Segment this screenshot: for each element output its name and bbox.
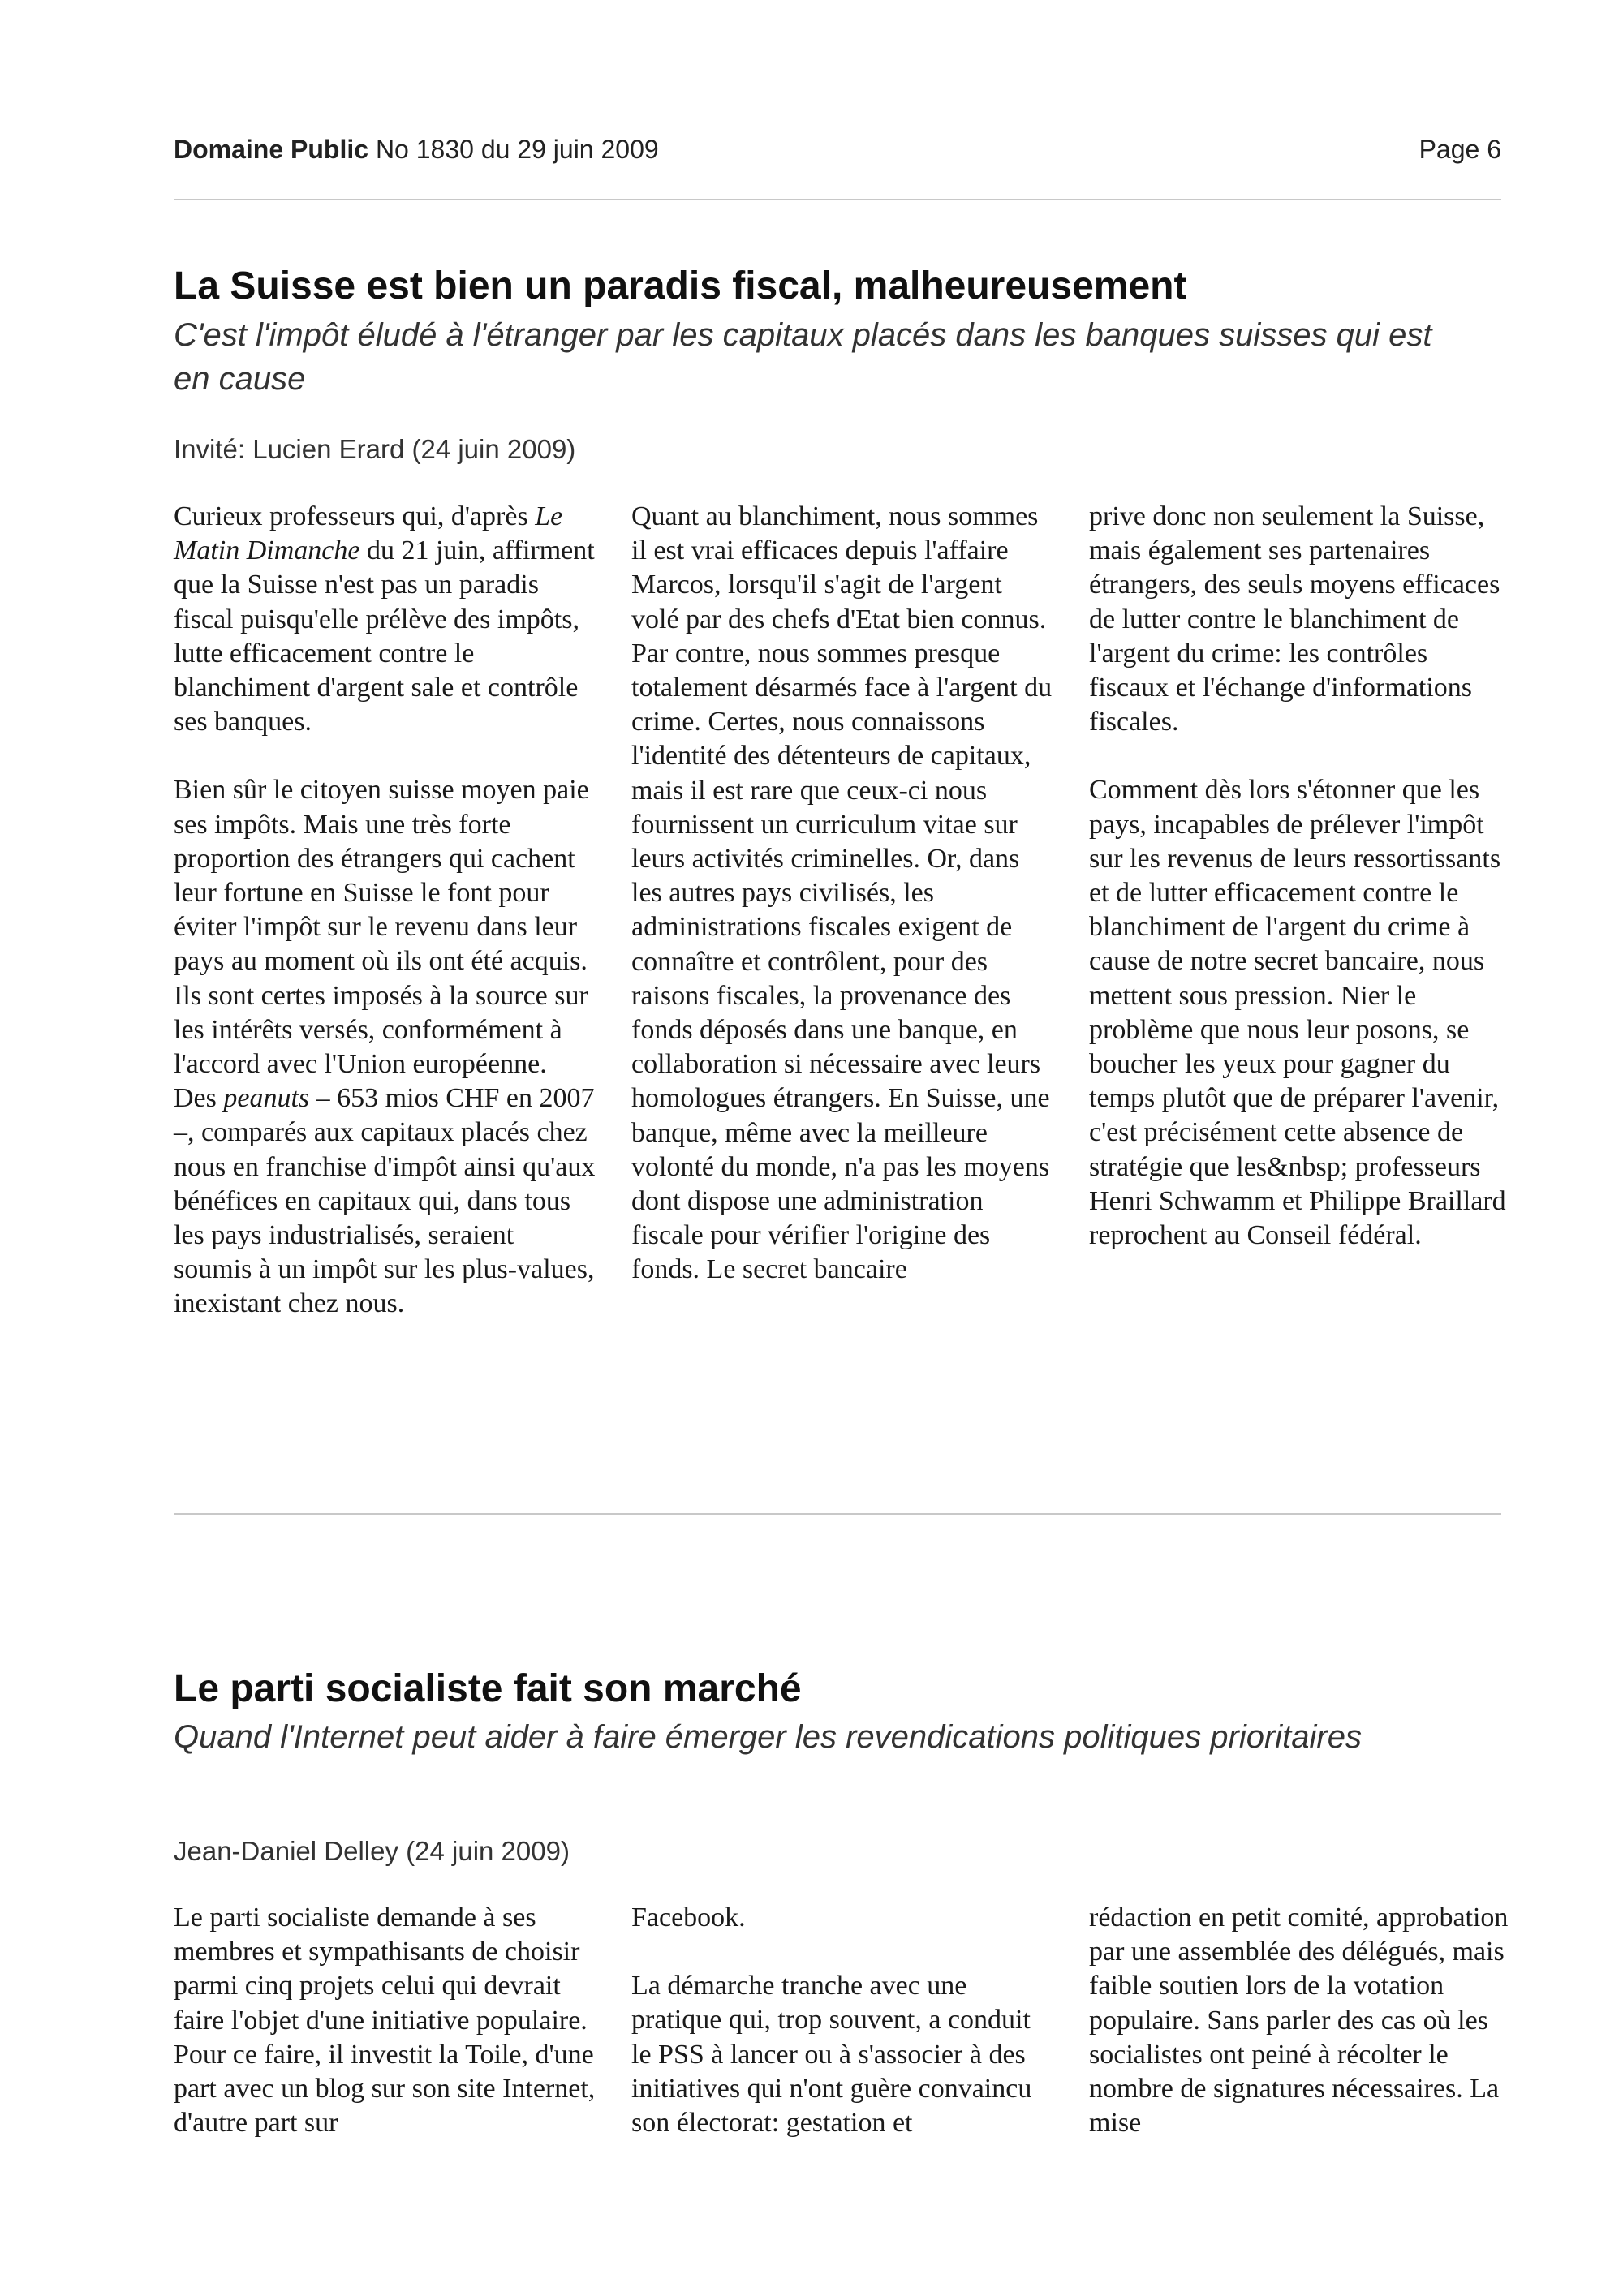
- article-divider: [174, 1513, 1501, 1515]
- article-column-2: [631, 500, 1053, 1288]
- issue-info: No 1830 du 29 juin 2009: [375, 135, 659, 164]
- article-byline: Jean-Daniel Delley (24 juin 2009): [174, 1836, 570, 1866]
- paragraph: Bien sûr le citoyen suisse moyen paie ses impôts. Mais une très forte proportion des étrangers qui cachent leur fortune en Suisse le font pour éviter l'impôt sur le revenu dans leur pays au moment où ils ont été acquis. Ils sont certes imposés à la source sur les intérêts versés, conformément à l'accord avec l'Union européenne. Des peanuts – 653 mios CHF en 2007 –, comparés aux capitaux placés chez nous en franchise d'impôt ainsi qu'aux bénéfices en capitaux qui, dans tous les pays industrialisés, seraient soumis à un impôt sur les plus-values, inexistant chez nous.: [174, 775, 596, 1319]
- paragraph: La démarche tranche avec une pratique qui, trop souvent, a conduit le PSS à lancer ou à s'associer à des initiatives qui n'ont guère convaincu son électorat: gestation et: [631, 1971, 1032, 2139]
- article-column-1: [174, 500, 596, 1322]
- article-column-3: [1089, 1901, 1511, 2140]
- paragraph: Comment dès lors s'étonner que les pays, incapables de prélever l'impôt sur les revenus de leurs ressortissants et de lutter efficacement contre le blanchiment de l'argent du crime à cause de notre secret bancaire, nous mettent sous pression. Nier le problème que nous leur posons, se boucher les yeux pour gagner du temps plutôt que de préparer l'avenir, c'est précisément cette absence de stratégie que les&nbsp; professeurs Henri Schwamm et Philippe Braillard reprochent au Conseil fédéral.: [1089, 775, 1506, 1251]
- emphasis: peanuts: [223, 1083, 310, 1114]
- paragraph: Curieux professeurs qui, d'après Le Matin Dimanche du 21 juin, affirment que la Suisse n'est pas un paradis fiscal puisqu'elle prélève des impôts, lutte efficacement contre le blanchiment d'argent sale et contrôle ses banques.: [174, 501, 595, 737]
- paragraph: Facebook.: [631, 1903, 746, 1933]
- article-column-3: [1089, 500, 1511, 1253]
- publication-name: Domaine Public: [174, 135, 369, 164]
- header-divider: [174, 199, 1501, 200]
- paragraph: Le parti socialiste demande à ses membres et sympathisants de choisir parmi cinq projets celui qui devrait faire l'objet d'une initiative populaire. Pour ce faire, il investit la Toile, d'une part avec un blog sur son site Internet, d'autre part sur: [174, 1903, 596, 2139]
- article-title: Le parti socialiste fait son marché: [174, 1667, 802, 1710]
- paragraph: rédaction en petit comité, approbation par une assemblée des délégués, mais faible soutien lors de la votation populaire. Sans parler des cas où les socialistes ont peiné à récolter le nombre de signatures nécessaires. La mise: [1089, 1903, 1509, 2139]
- article-column-1: [174, 1901, 596, 2140]
- page-header: [174, 135, 1501, 175]
- article-subtitle: C'est l'impôt éludé à l'étranger par les capitaux placés dans les banques suisses qui est en cause: [174, 317, 1432, 397]
- article-subtitle: Quand l'Internet peut aider à faire émerger les revendications politiques prioritaires: [174, 1719, 1362, 1755]
- emphasis: Le Matin Dimanche: [174, 501, 563, 566]
- page-number: Page 6: [1419, 135, 1501, 164]
- paragraph: prive donc non seulement la Suisse, mais également ses partenaires étrangers, des seuls moyens efficaces de lutter contre le blanchiment de l'argent du crime: les contrôles fiscaux et l'échange d'informations fiscales.: [1089, 501, 1500, 737]
- paragraph: Quant au blanchiment, nous sommes il est vrai efficaces depuis l'affaire Marcos, lorsqu'il s'agit de l'argent volé par des chefs d'Etat bien connus. Par contre, nous sommes presque totalement désarmés face à l'argent du crime. Certes, nous connaissons l'identité des détenteurs de capitaux, mais il est rare que ceux-ci nous fournissent un curriculum vitae sur leurs activités criminelles. Or, dans les autres pays civilisés, les administrations fiscales exigent de connaître et contrôlent, pour des raisons fiscales, la provenance des fonds déposés dans une banque, en collaboration si nécessaire avec leurs homologues étrangers. En Suisse, une banque, même avec la meilleure volonté du monde, n'a pas les moyens dont dispose une administration fiscale pour vérifier l'origine des fonds. Le secret bancaire: [631, 501, 1053, 1285]
- article-title: La Suisse est bien un paradis fiscal, malheureusement: [174, 264, 1187, 307]
- article-column-2: [631, 1901, 1053, 2140]
- article-byline: Invité: Lucien Erard (24 juin 2009): [174, 434, 576, 464]
